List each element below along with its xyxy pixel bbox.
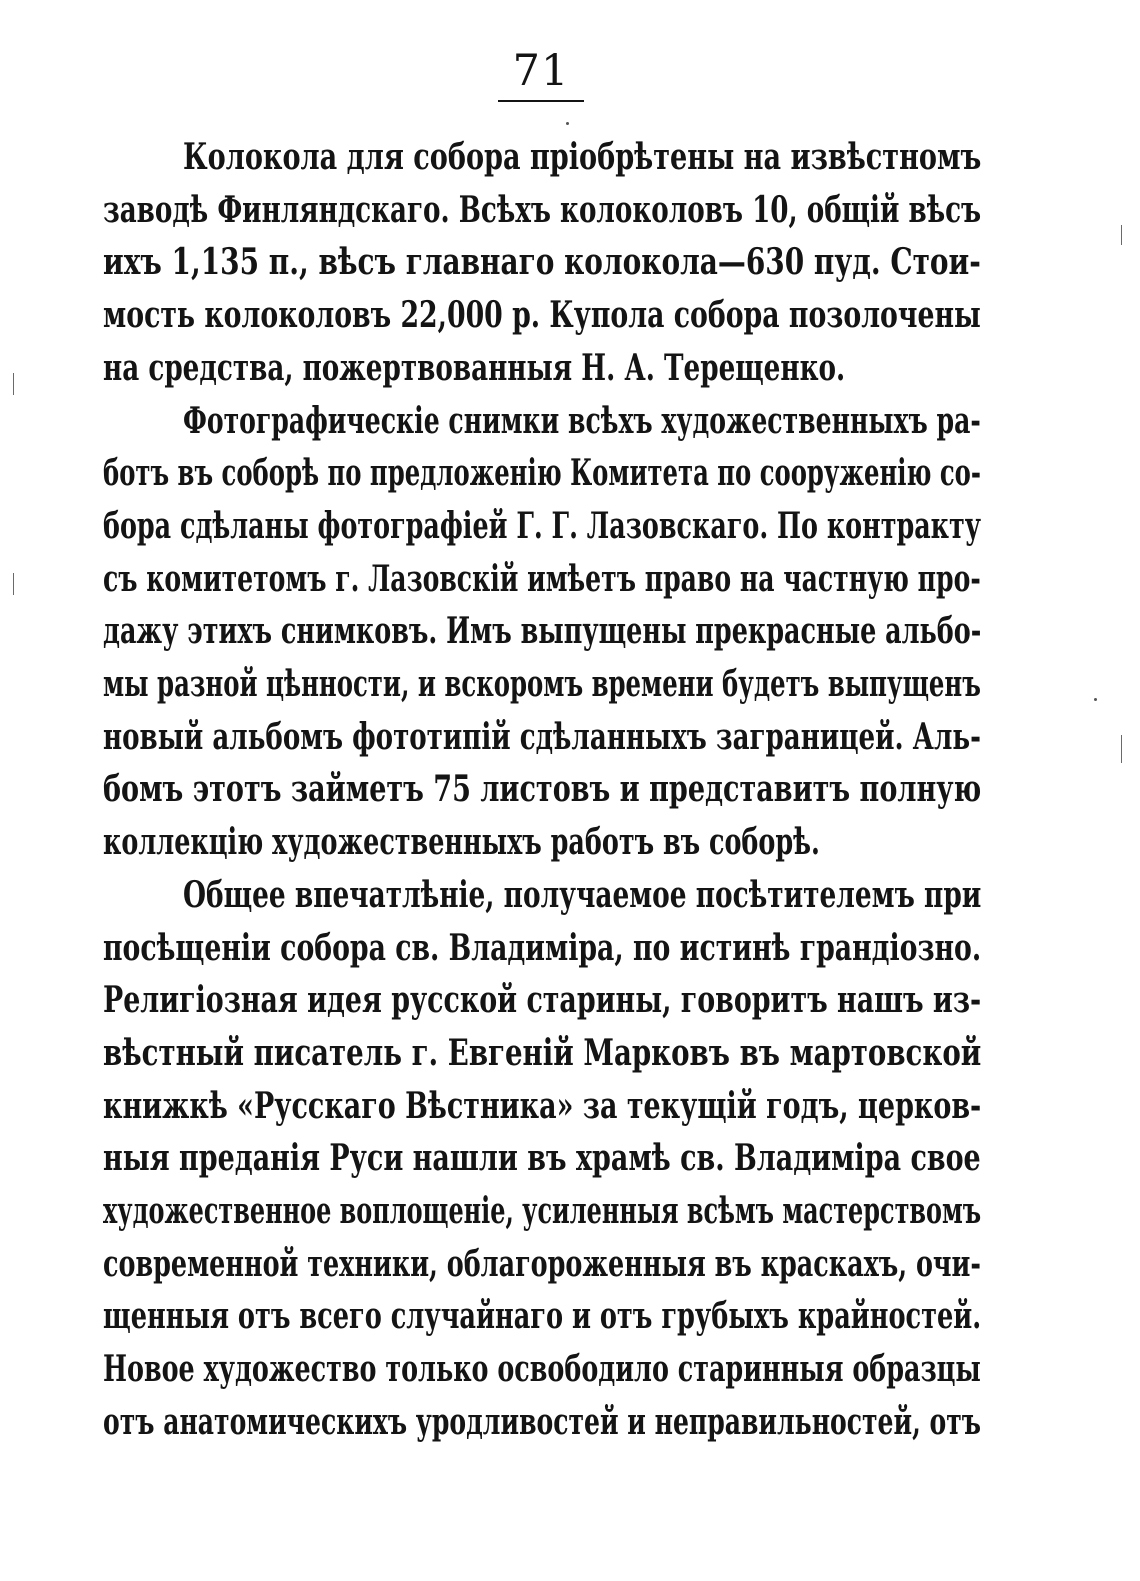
left-margin-scan-mark: [13, 573, 14, 595]
text-line: художественное воплощеніе, усиленныя всѣмъ мастерствомъ: [103, 1190, 982, 1232]
text-line: мость колоколовъ 22,000 р. Купола собора позолочены: [103, 294, 981, 337]
text-line: съ комитетомъ г. Лазовскій имѣетъ право на частную про-: [103, 557, 981, 600]
text-line: заводѣ Финляндскаго. Всѣхъ колоколовъ 10, общій вѣсъ: [103, 188, 982, 231]
text-line: коллекцію художественныхъ работъ въ соборѣ.: [103, 821, 820, 864]
text-line: Новое художество только освободило старинныя образцы: [103, 1348, 981, 1391]
right-margin-scan-mark: [1121, 225, 1122, 245]
text-line: бора сдѣланы фотографіей Г. Г. Лазовскаго. По контракту: [103, 504, 982, 547]
text-line: бомъ этотъ займетъ 75 листовъ и представитъ полную: [103, 768, 982, 811]
text-line: посѣщеніи собора св. Владиміра, по истинѣ грандіозно.: [103, 926, 982, 969]
text-line: ныя преданія Руси нашли въ храмѣ св. Владиміра свое: [103, 1137, 981, 1180]
scan-dot: [566, 122, 569, 125]
text-line: отъ анатомическихъ уродливостей и неправильностей, отъ: [103, 1400, 982, 1443]
text-line: мы разной цѣнности, и вскоромъ времени будетъ выпущенъ: [103, 663, 981, 705]
scan-dot: [1094, 698, 1097, 701]
left-margin-scan-mark: [13, 373, 14, 395]
text-line: Колокола для собора пріобрѣтены на извѣстномъ: [183, 136, 982, 178]
text-line: Фотографическіе снимки всѣхъ художественныхъ ра-: [183, 399, 981, 442]
text-line: новый альбомъ фототипій сдѣланныхъ заграницей. Аль-: [103, 715, 981, 758]
text-line: Религіозная идея русской старины, говоритъ нашъ из-: [103, 979, 982, 1022]
text-line: ботъ въ соборѣ по предложенію Комитета по сооруженію со-: [103, 452, 981, 495]
page-number: 71: [498, 42, 584, 102]
text-line: ихъ 1,135 п., вѣсъ главнаго колокола—630 пуд. Стои-: [103, 241, 981, 284]
text-line: Общее впечатлѣніе, получаемое посѣтителемъ при: [183, 873, 982, 916]
text-line: вѣстный писатель г. Евгеній Марковъ въ мартовской: [103, 1031, 982, 1074]
text-line: на средства, пожертвованныя Н. А. Терещенко.: [103, 346, 846, 389]
text-line: книжкѣ «Русскаго Вѣстника» за текущій годъ, церков-: [103, 1084, 982, 1127]
text-line: щенныя отъ всего случайнаго и отъ грубыхъ крайностей.: [103, 1295, 982, 1338]
text-line: современной техники, облагороженныя въ краскахъ, очи-: [103, 1242, 981, 1285]
right-margin-scan-mark: [1121, 735, 1122, 763]
text-line: дажу этихъ снимковъ. Имъ выпущены прекрасные альбо-: [103, 610, 982, 653]
body-text: [0, 130, 1140, 1443]
